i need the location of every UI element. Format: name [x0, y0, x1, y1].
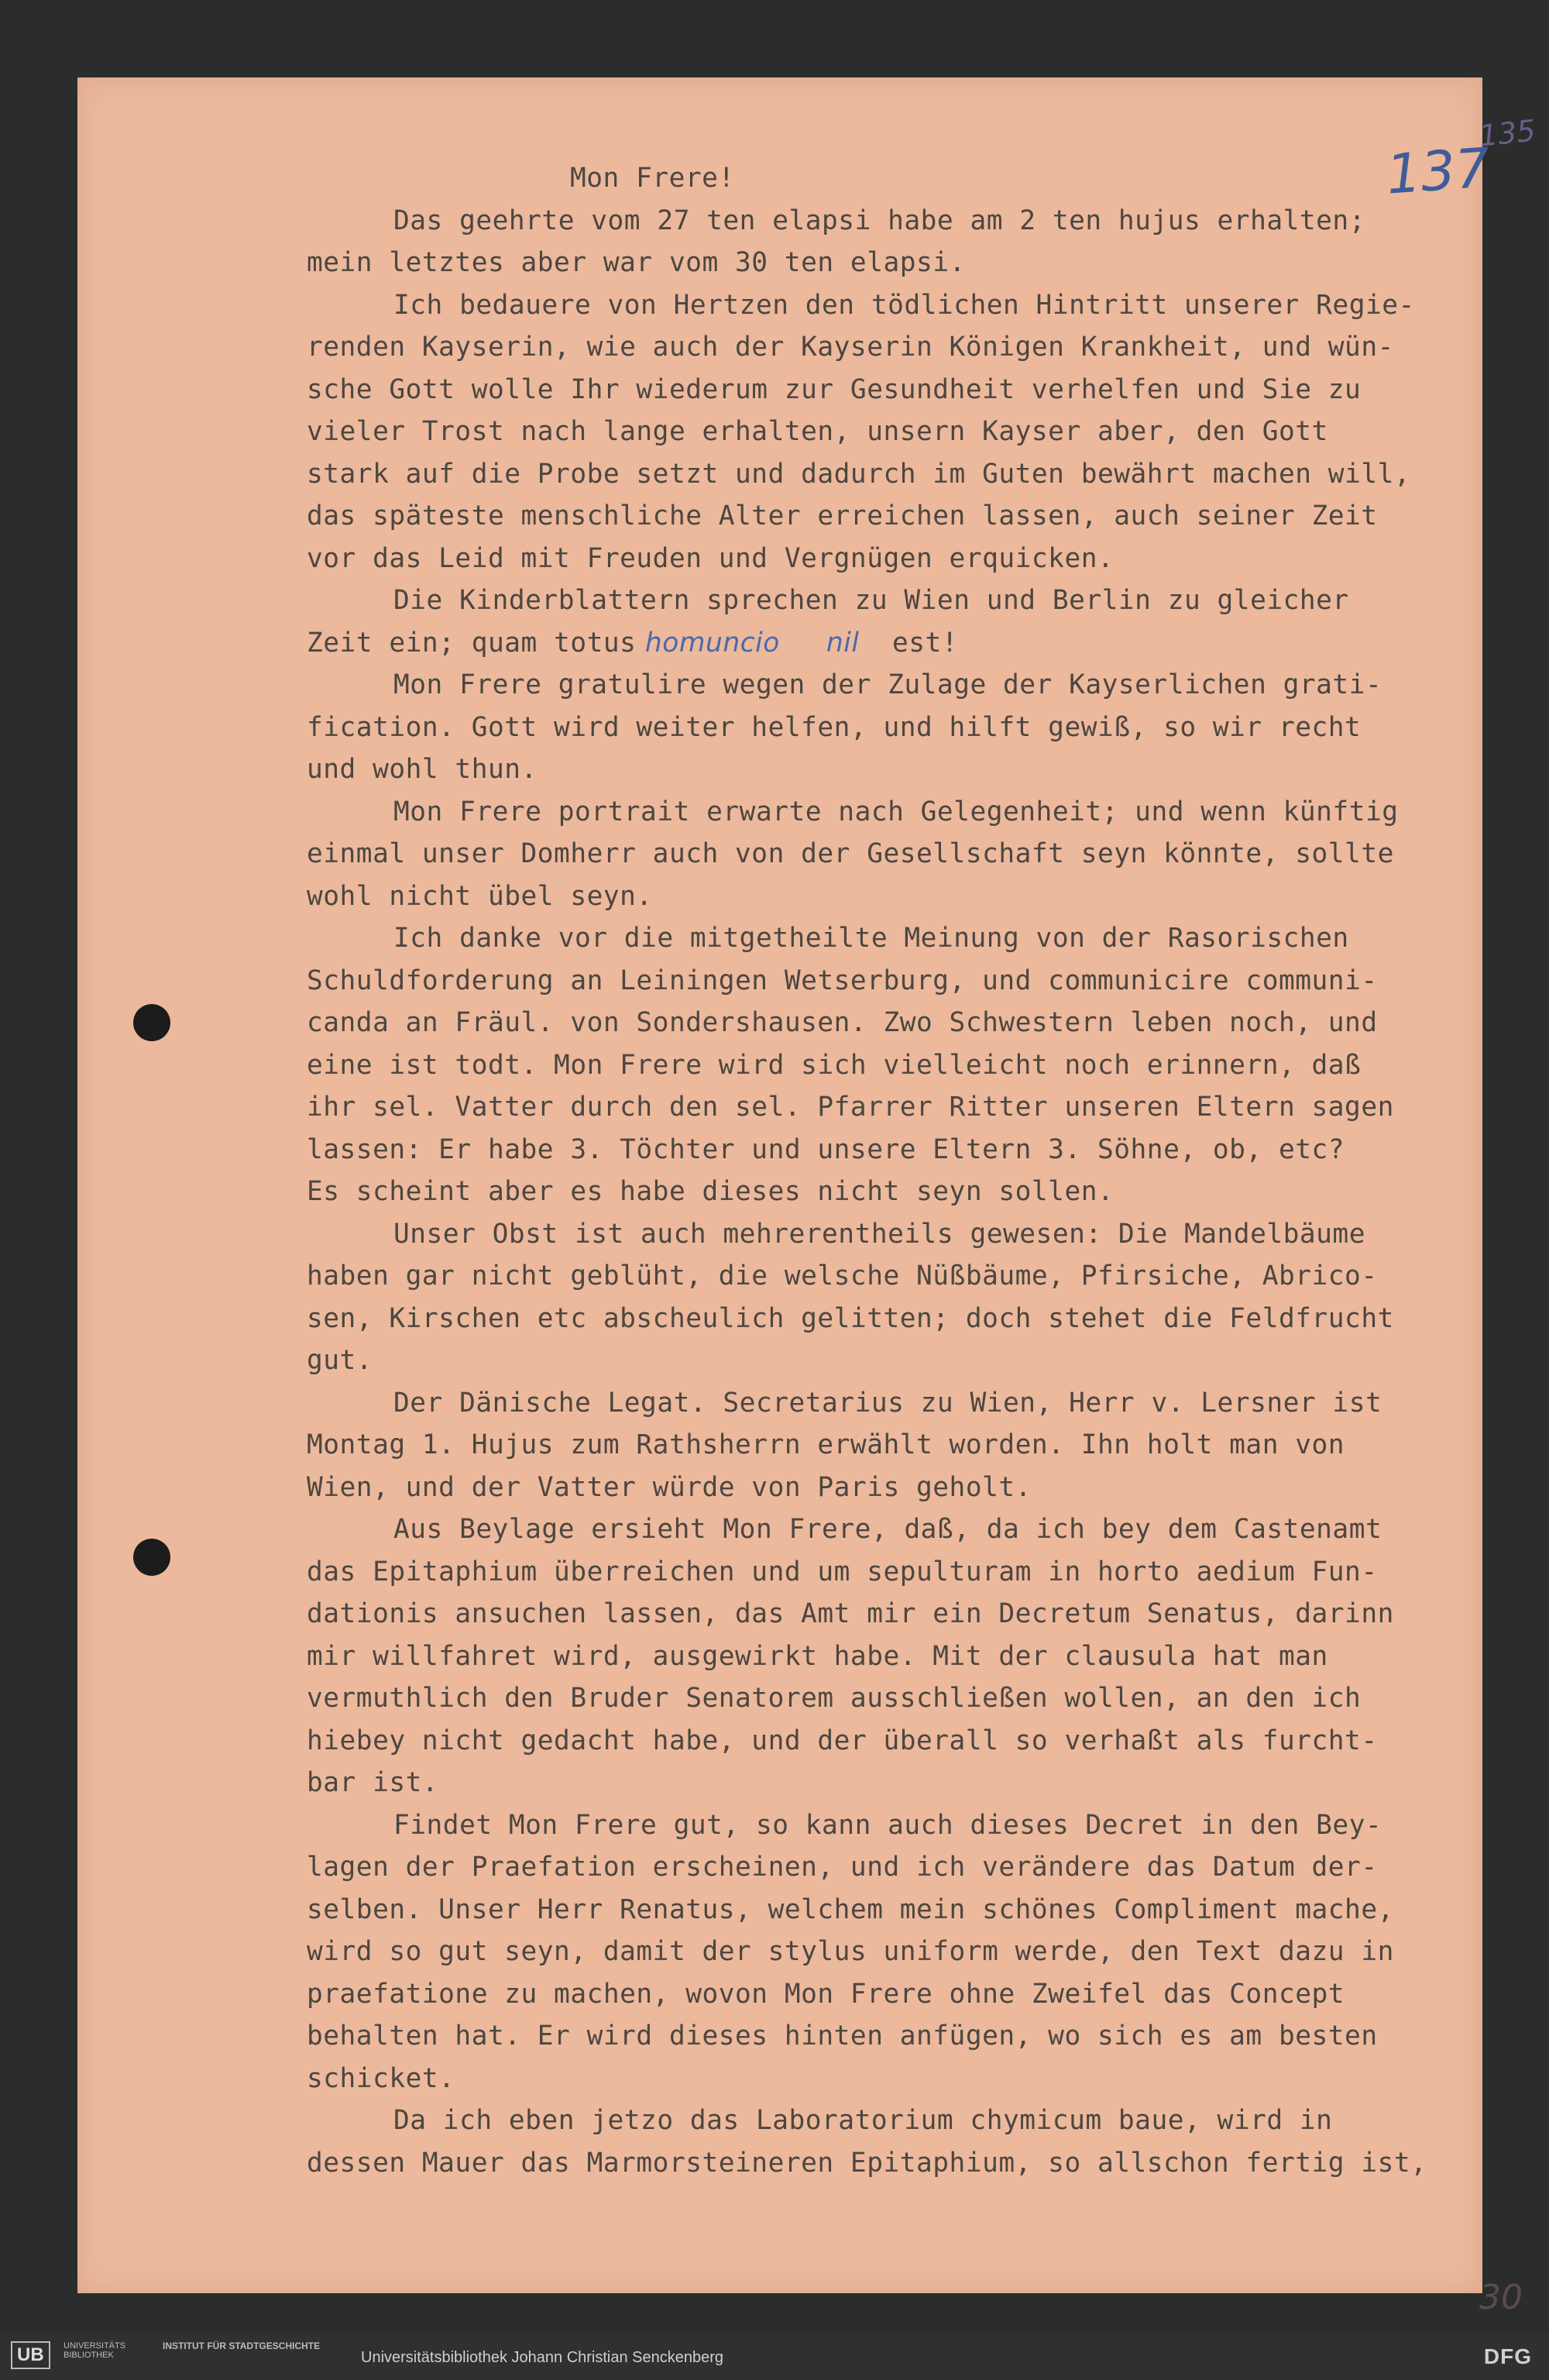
typed-text: ihr sel. Vatter durch den sel. Pfarrer Ritter unseren Eltern sagen — [307, 1092, 1394, 1123]
typed-text: vermuthlich den Bruder Senatorem ausschließen wollen, an den ich — [307, 1683, 1362, 1714]
text-line — [307, 284, 1484, 327]
text-line — [307, 453, 1484, 496]
typed-text: stark auf die Probe setzt und dadurch im Guten bewährt machen will, — [307, 458, 1411, 490]
text-line — [307, 748, 1484, 791]
typed-text: haben gar nicht geblüht, die welsche Nüßbäume, Pfirsiche, Abrico- — [307, 1261, 1378, 1291]
text-line — [307, 200, 1484, 242]
text-line — [307, 960, 1484, 1003]
typed-text: Ich bedauere von Hertzen den tödlichen Hintritt unserer Regie- — [393, 289, 1415, 321]
text-line — [307, 2100, 1484, 2142]
text-line — [307, 833, 1484, 875]
text-line — [307, 1086, 1484, 1129]
sheet-number-old: 135 — [1477, 113, 1537, 153]
text-line — [307, 242, 1484, 284]
typed-text: Da ich eben jetzo das Laboratorium chymicum baue, wird in — [393, 2105, 1333, 2136]
typed-text: Es scheint aber es habe dieses nicht seyn sollen. — [307, 1176, 1115, 1207]
text-line — [307, 580, 1484, 622]
text-line — [307, 1677, 1484, 1720]
text-line — [307, 1382, 1484, 1425]
salutation: Mon Frere! — [570, 163, 735, 194]
typed-text: Findet Mon Frere gut, so kann auch dieses Decret in den Bey- — [393, 1809, 1382, 1841]
typed-text: mein letztes aber war vom 30 ten elapsi. — [307, 247, 966, 278]
text-line — [307, 1846, 1484, 1889]
text-line — [307, 622, 1484, 665]
text-line — [307, 1889, 1484, 1931]
typed-text: vor das Leid mit Freuden und Vergnügen erquicken. — [307, 542, 1115, 574]
text-line — [307, 2058, 1484, 2100]
typed-text: Wien, und der Vatter würde von Paris geholt. — [307, 1471, 1032, 1503]
text-line — [307, 1508, 1484, 1551]
text-line — [307, 1973, 1484, 2016]
text-line — [307, 1424, 1484, 1467]
typed-text: sen, Kirschen etc abscheulich gelitten; doch stehet die Feldfrucht — [307, 1302, 1394, 1334]
typed-text: praefatione zu machen, wovon Mon Frere ohne Zweifel das Concept — [307, 1978, 1345, 2010]
typed-text: wird so gut seyn, damit der stylus uniform werde, den Text dazu in — [307, 1936, 1394, 1967]
typed-text: vieler Trost nach lange erhalten, unsern Kayser aber, den Gott — [307, 416, 1328, 447]
page-number: 30 — [1479, 2278, 1523, 2317]
text-line — [307, 1467, 1484, 1509]
dfg-logo[interactable]: DFG — [1483, 2344, 1532, 2368]
library-name: Universitätsbibliothek Johann Christian Senckenberg — [361, 2349, 724, 2366]
text-line — [307, 1762, 1484, 1804]
typed-text: canda an Fräul. von Sondershausen. Zwo Schwestern leben noch, und — [307, 1007, 1378, 1038]
text-line — [307, 791, 1484, 834]
typed-text: Aus Beylage ersieht Mon Frere, daß, da ich bey dem Castenamt — [393, 1514, 1382, 1545]
typed-text: mir willfahret wird, ausgewirkt habe. Mit der clausula hat man — [307, 1640, 1328, 1672]
text-line — [307, 1129, 1484, 1171]
typed-text: Die Kinderblattern sprechen zu Wien und Berlin zu gleicher — [393, 585, 1349, 616]
typed-text: Zeit ein; quam totus — [307, 627, 637, 659]
typed-text: Der Dänische Legat. Secretarius zu Wien, Herr v. Lersner ist — [393, 1387, 1382, 1419]
handwritten-word: homuncio — [636, 627, 780, 659]
text-line — [307, 1213, 1484, 1256]
typed-text: Das geehrte vom 27 ten elapsi habe am 2 ten hujus erhalten; — [393, 205, 1365, 236]
text-line — [307, 1298, 1484, 1340]
ub-subtitle: UNIVERSITÄTS BIBLIOTHEK — [64, 2341, 126, 2360]
text-line — [307, 664, 1484, 707]
text-line — [307, 1635, 1484, 1678]
letter-lines — [307, 200, 1484, 2185]
institute-logo[interactable]: INSTITUT FÜR STADTGESCHICHTE — [163, 2340, 321, 2351]
text-line — [307, 1044, 1484, 1087]
handwritten-word: nil — [826, 627, 860, 659]
text-line — [307, 1171, 1484, 1213]
typed-text: bar ist. — [307, 1767, 439, 1798]
typed-text: est! — [859, 627, 959, 659]
text-line — [307, 1002, 1484, 1044]
typed-text: eine ist todt. Mon Frere wird sich vielleicht noch erinnern, daß — [307, 1049, 1362, 1081]
text-line — [307, 326, 1484, 369]
letter-body — [307, 157, 1484, 2184]
typed-text: Mon Frere portrait erwarte nach Gelegenheit; und wenn künftig — [393, 796, 1399, 827]
text-line — [307, 1720, 1484, 1763]
punch-hole-top — [133, 1004, 170, 1041]
typed-text: gut. — [307, 1345, 373, 1376]
typed-text: Schuldforderung an Leiningen Wetserburg, und communicire communi- — [307, 965, 1378, 996]
typed-text: renden Kayserin, wie auch der Kayserin Königen Krankheit, und wün- — [307, 332, 1394, 363]
text-line — [307, 369, 1484, 411]
typed-text: Montag 1. Hujus zum Rathsherrn erwählt worden. Ihn holt man von — [307, 1429, 1345, 1460]
text-line — [307, 1931, 1484, 1973]
text-line — [307, 1255, 1484, 1298]
typed-text: das späteste menschliche Alter erreichen lassen, auch seiner Zeit — [307, 500, 1378, 531]
typed-text: lagen der Praefation erscheinen, und ich verändere das Datum der- — [307, 1852, 1378, 1883]
typed-text: dessen Mauer das Marmorsteineren Epitaphium, so allschon fertig ist, — [307, 2147, 1427, 2179]
typed-text: und wohl thun. — [307, 754, 538, 785]
typed-text: Mon Frere gratulire wegen der Zulage der Kayserlichen grati- — [393, 669, 1382, 700]
text-line — [307, 2142, 1484, 2185]
typed-text: fication. Gott wird weiter helfen, und hilft gewiß, so wir recht — [307, 711, 1362, 743]
typed-text: das Epitaphium überreichen und um sepulturam in horto aedium Fun- — [307, 1556, 1378, 1587]
text-line — [307, 538, 1484, 580]
sheet-number: 137 — [1384, 136, 1492, 207]
text-line — [307, 917, 1484, 960]
text-line — [307, 1551, 1484, 1594]
typed-text: Ich danke vor die mitgetheilte Meinung von der Rasorischen — [393, 923, 1349, 954]
typed-text: dationis ansuchen lassen, das Amt mir ein Decretum Senatus, darinn — [307, 1598, 1394, 1629]
text-line — [307, 875, 1484, 918]
typed-text: behalten hat. Er wird dieses hinten anfügen, wo sich es am besten — [307, 2021, 1378, 2052]
text-line — [307, 1804, 1484, 1847]
text-line — [307, 411, 1484, 453]
punch-hole-bottom — [133, 1539, 170, 1576]
typed-text: wohl nicht übel seyn. — [307, 880, 653, 912]
text-line — [307, 2015, 1484, 2058]
typed-text: schicket. — [307, 2062, 455, 2094]
text-line — [307, 495, 1484, 538]
typed-text: Unser Obst ist auch mehrerentheils gewesen: Die Mandelbäume — [393, 1218, 1365, 1250]
typed-text: einmal unser Domherr auch von der Gesellschaft seyn könnte, sollte — [307, 838, 1394, 869]
typed-text: sche Gott wolle Ihr wiederum zur Gesundheit verhelfen und Sie zu — [307, 373, 1362, 405]
text-line — [307, 1340, 1484, 1382]
footer-bar — [0, 2332, 1549, 2380]
typed-text: selben. Unser Herr Renatus, welchem mein schönes Compliment mache, — [307, 1893, 1394, 1925]
typed-text: hiebey nicht gedacht habe, und der überall so verhaßt als furcht- — [307, 1725, 1378, 1756]
text-line — [307, 707, 1484, 749]
typed-text: lassen: Er habe 3. Töchter und unsere Eltern 3. Söhne, ob, etc? — [307, 1133, 1345, 1165]
ub-logo[interactable]: UB — [11, 2341, 50, 2369]
text-line — [307, 1593, 1484, 1635]
